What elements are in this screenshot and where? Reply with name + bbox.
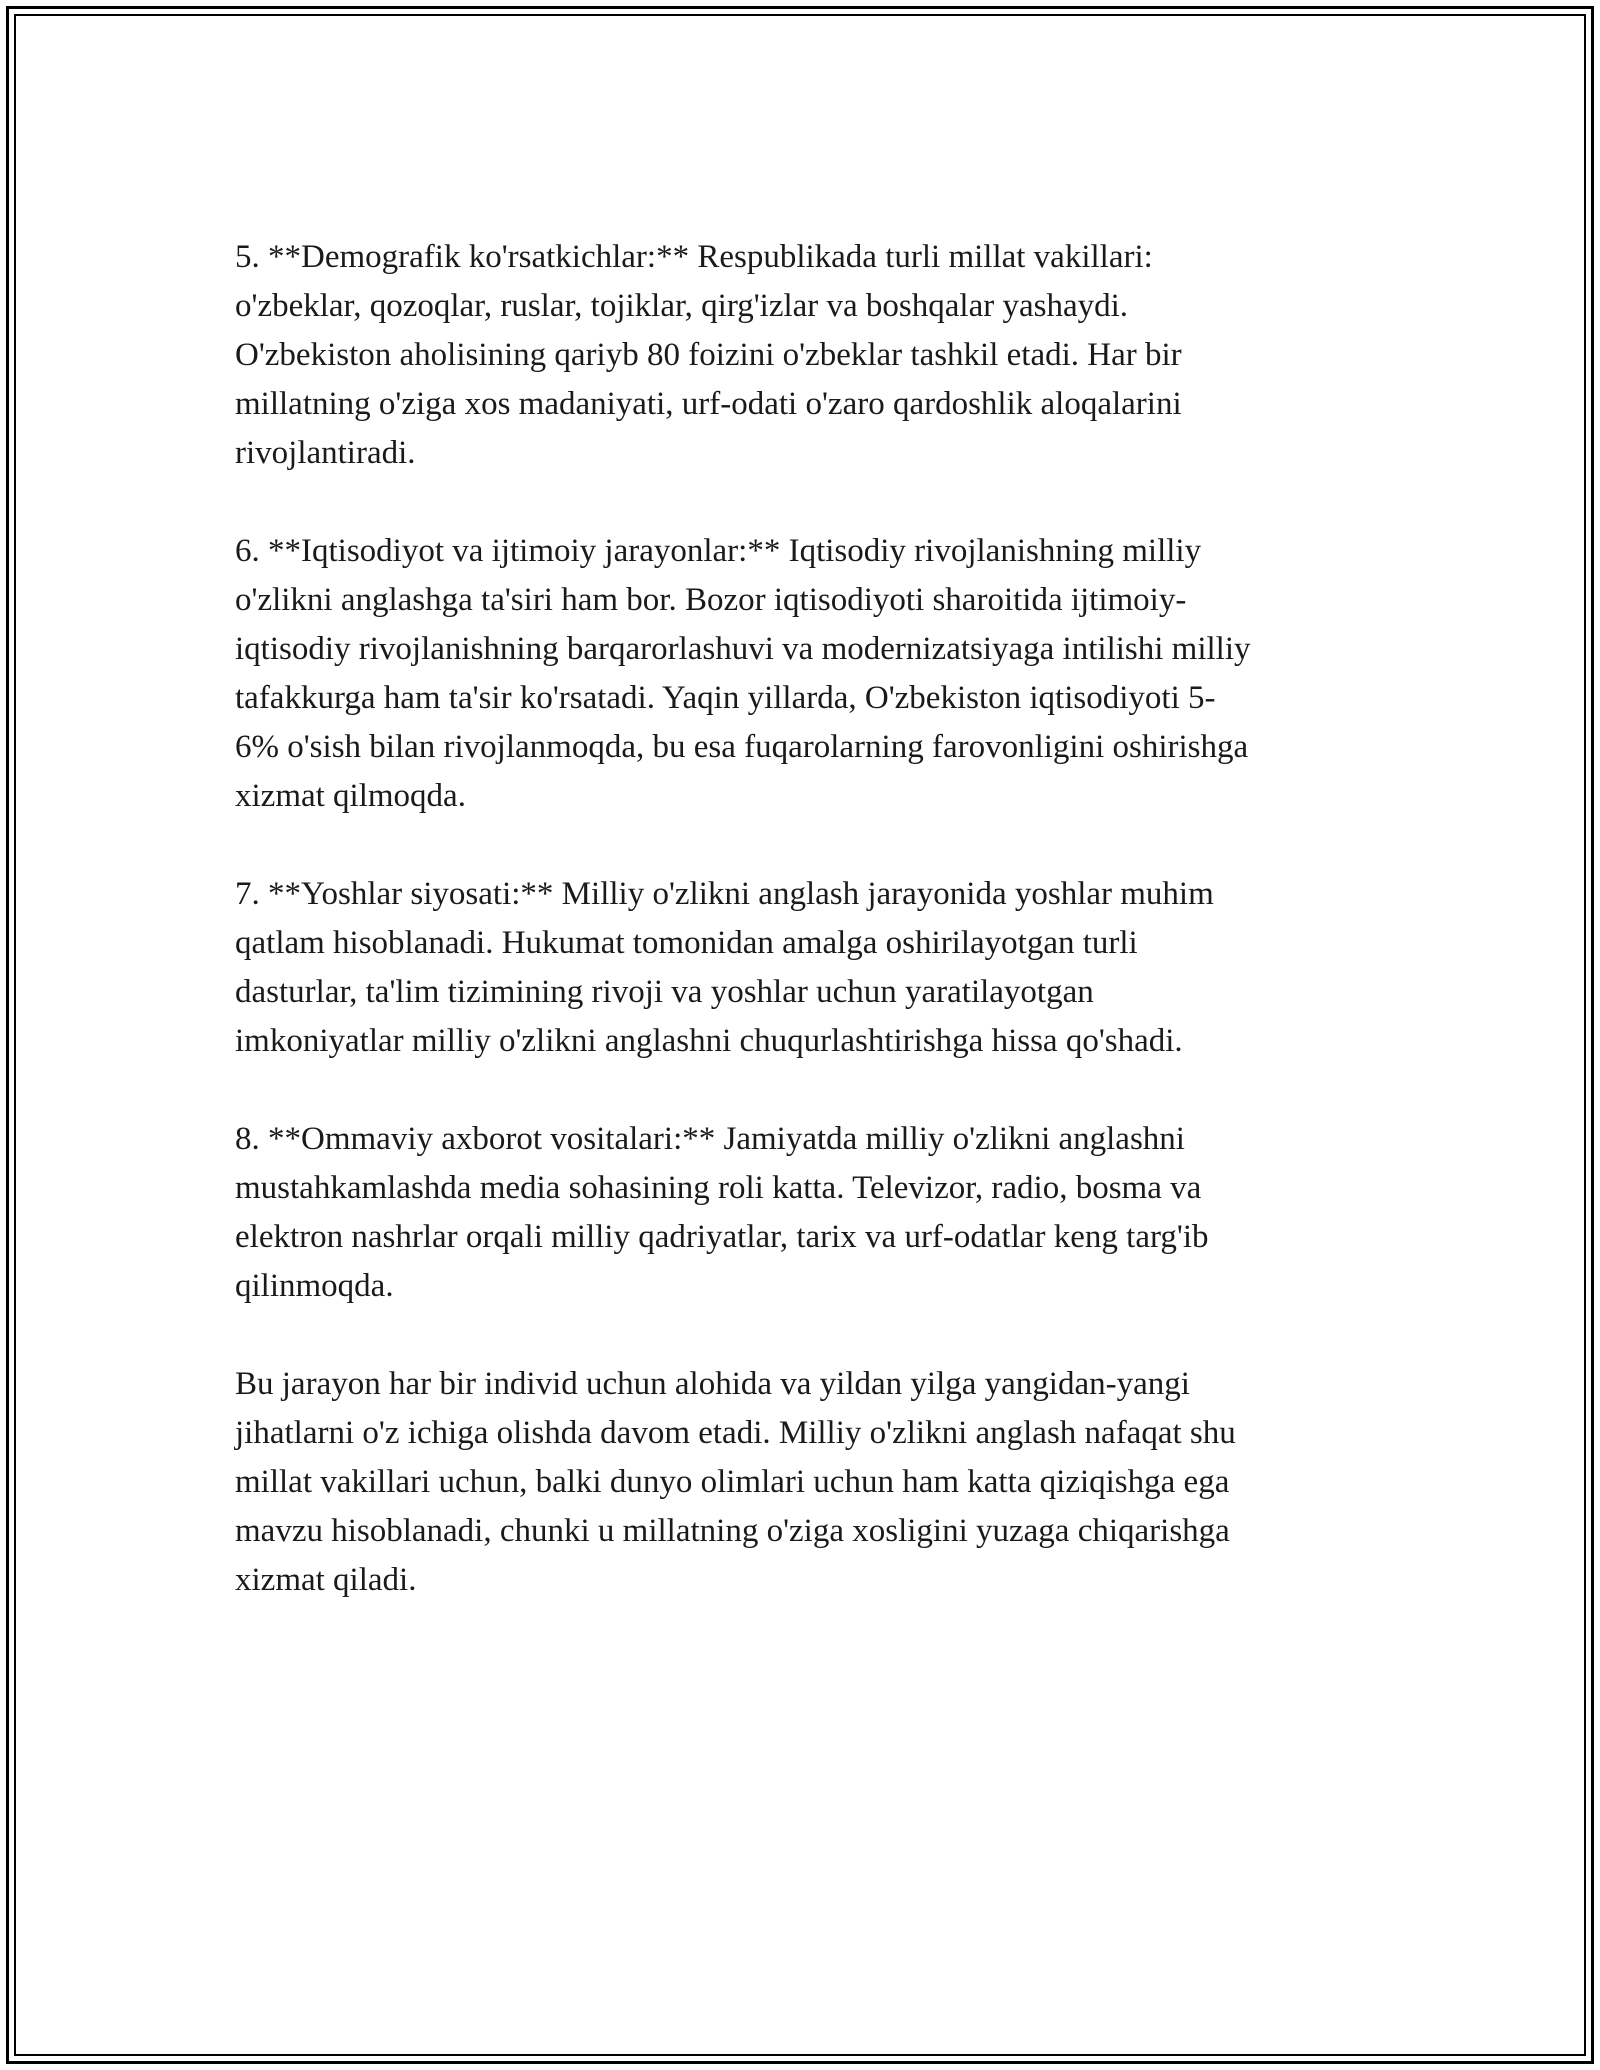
text-line: o'zbeklar, qozoqlar, ruslar, tojiklar, qirg'izlar va boshqalar yashaydi.	[235, 288, 1129, 324]
paragraph-ommaviy-axborot	[235, 1115, 1375, 1311]
document-body	[235, 233, 1375, 1654]
text-line: elektron nashrlar orqali milliy qadriyatlar, tarix va urf-odatlar keng targ'ib	[235, 1219, 1209, 1255]
text-line: Bu jarayon har bir individ uchun alohida va yildan yilga yangidan-yangi	[235, 1366, 1190, 1402]
text-line: O'zbekiston aholisining qariyb 80 foizini o'zbeklar tashkil etadi. Har bir	[235, 337, 1182, 373]
text-line: millatning o'ziga xos madaniyati, urf-odati o'zaro qardoshlik aloqalarini	[235, 386, 1182, 422]
text-line: millat vakillari uchun, balki dunyo olimlari uchun ham katta qiziqishga ega	[235, 1464, 1230, 1500]
text-line: rivojlantiradi.	[235, 435, 416, 471]
text-line: jihatlarni o'z ichiga olishda davom etadi. Milliy o'zlikni anglash nafaqat shu	[235, 1415, 1236, 1451]
text-line: 8. **Ommaviy axborot vositalari:** Jamiyatda milliy o'zlikni anglashni	[235, 1121, 1185, 1157]
text-line: tafakkurga ham ta'sir ko'rsatadi. Yaqin yillarda, O'zbekiston iqtisodiyoti 5-	[235, 680, 1216, 716]
text-line: mavzu hisoblanadi, chunki u millatning o'ziga xosligini yuzaga chiqarishga	[235, 1513, 1230, 1549]
paragraph-demografik	[235, 233, 1375, 478]
text-line: 6. **Iqtisodiyot va ijtimoiy jarayonlar:** Iqtisodiy rivojlanishning milliy	[235, 533, 1202, 569]
text-line: 5. **Demografik ko'rsatkichlar:** Respublikada turli millat vakillari:	[235, 239, 1153, 275]
text-line: mustahkamlashda media sohasining roli katta. Televizor, radio, bosma va	[235, 1170, 1202, 1206]
text-line: imkoniyatlar milliy o'zlikni anglashni chuqurlashtirishga hissa qo'shadi.	[235, 1023, 1183, 1059]
paragraph-yoshlar	[235, 870, 1375, 1066]
text-line: o'zlikni anglashga ta'siri ham bor. Bozor iqtisodiyoti sharoitida ijtimoiy-	[235, 582, 1187, 618]
text-line: xizmat qiladi.	[235, 1562, 417, 1598]
text-line: iqtisodiy rivojlanishning barqarorlashuvi va modernizatsiyaga intilishi milliy	[235, 631, 1251, 667]
text-line: dasturlar, ta'lim tizimining rivoji va yoshlar uchun yaratilayotgan	[235, 974, 1094, 1010]
text-line: qatlam hisoblanadi. Hukumat tomonidan amalga oshirilayotgan turli	[235, 925, 1138, 961]
paragraph-iqtisodiyot	[235, 527, 1375, 821]
paragraph-conclusion	[235, 1360, 1375, 1605]
text-line: xizmat qilmoqda.	[235, 778, 466, 814]
text-line: 7. **Yoshlar siyosati:** Milliy o'zlikni anglash jarayonida yoshlar muhim	[235, 876, 1214, 912]
text-line: qilinmoqda.	[235, 1268, 394, 1304]
text-line: 6% o'sish bilan rivojlanmoqda, bu esa fuqarolarning farovonligini oshirishga	[235, 729, 1249, 765]
